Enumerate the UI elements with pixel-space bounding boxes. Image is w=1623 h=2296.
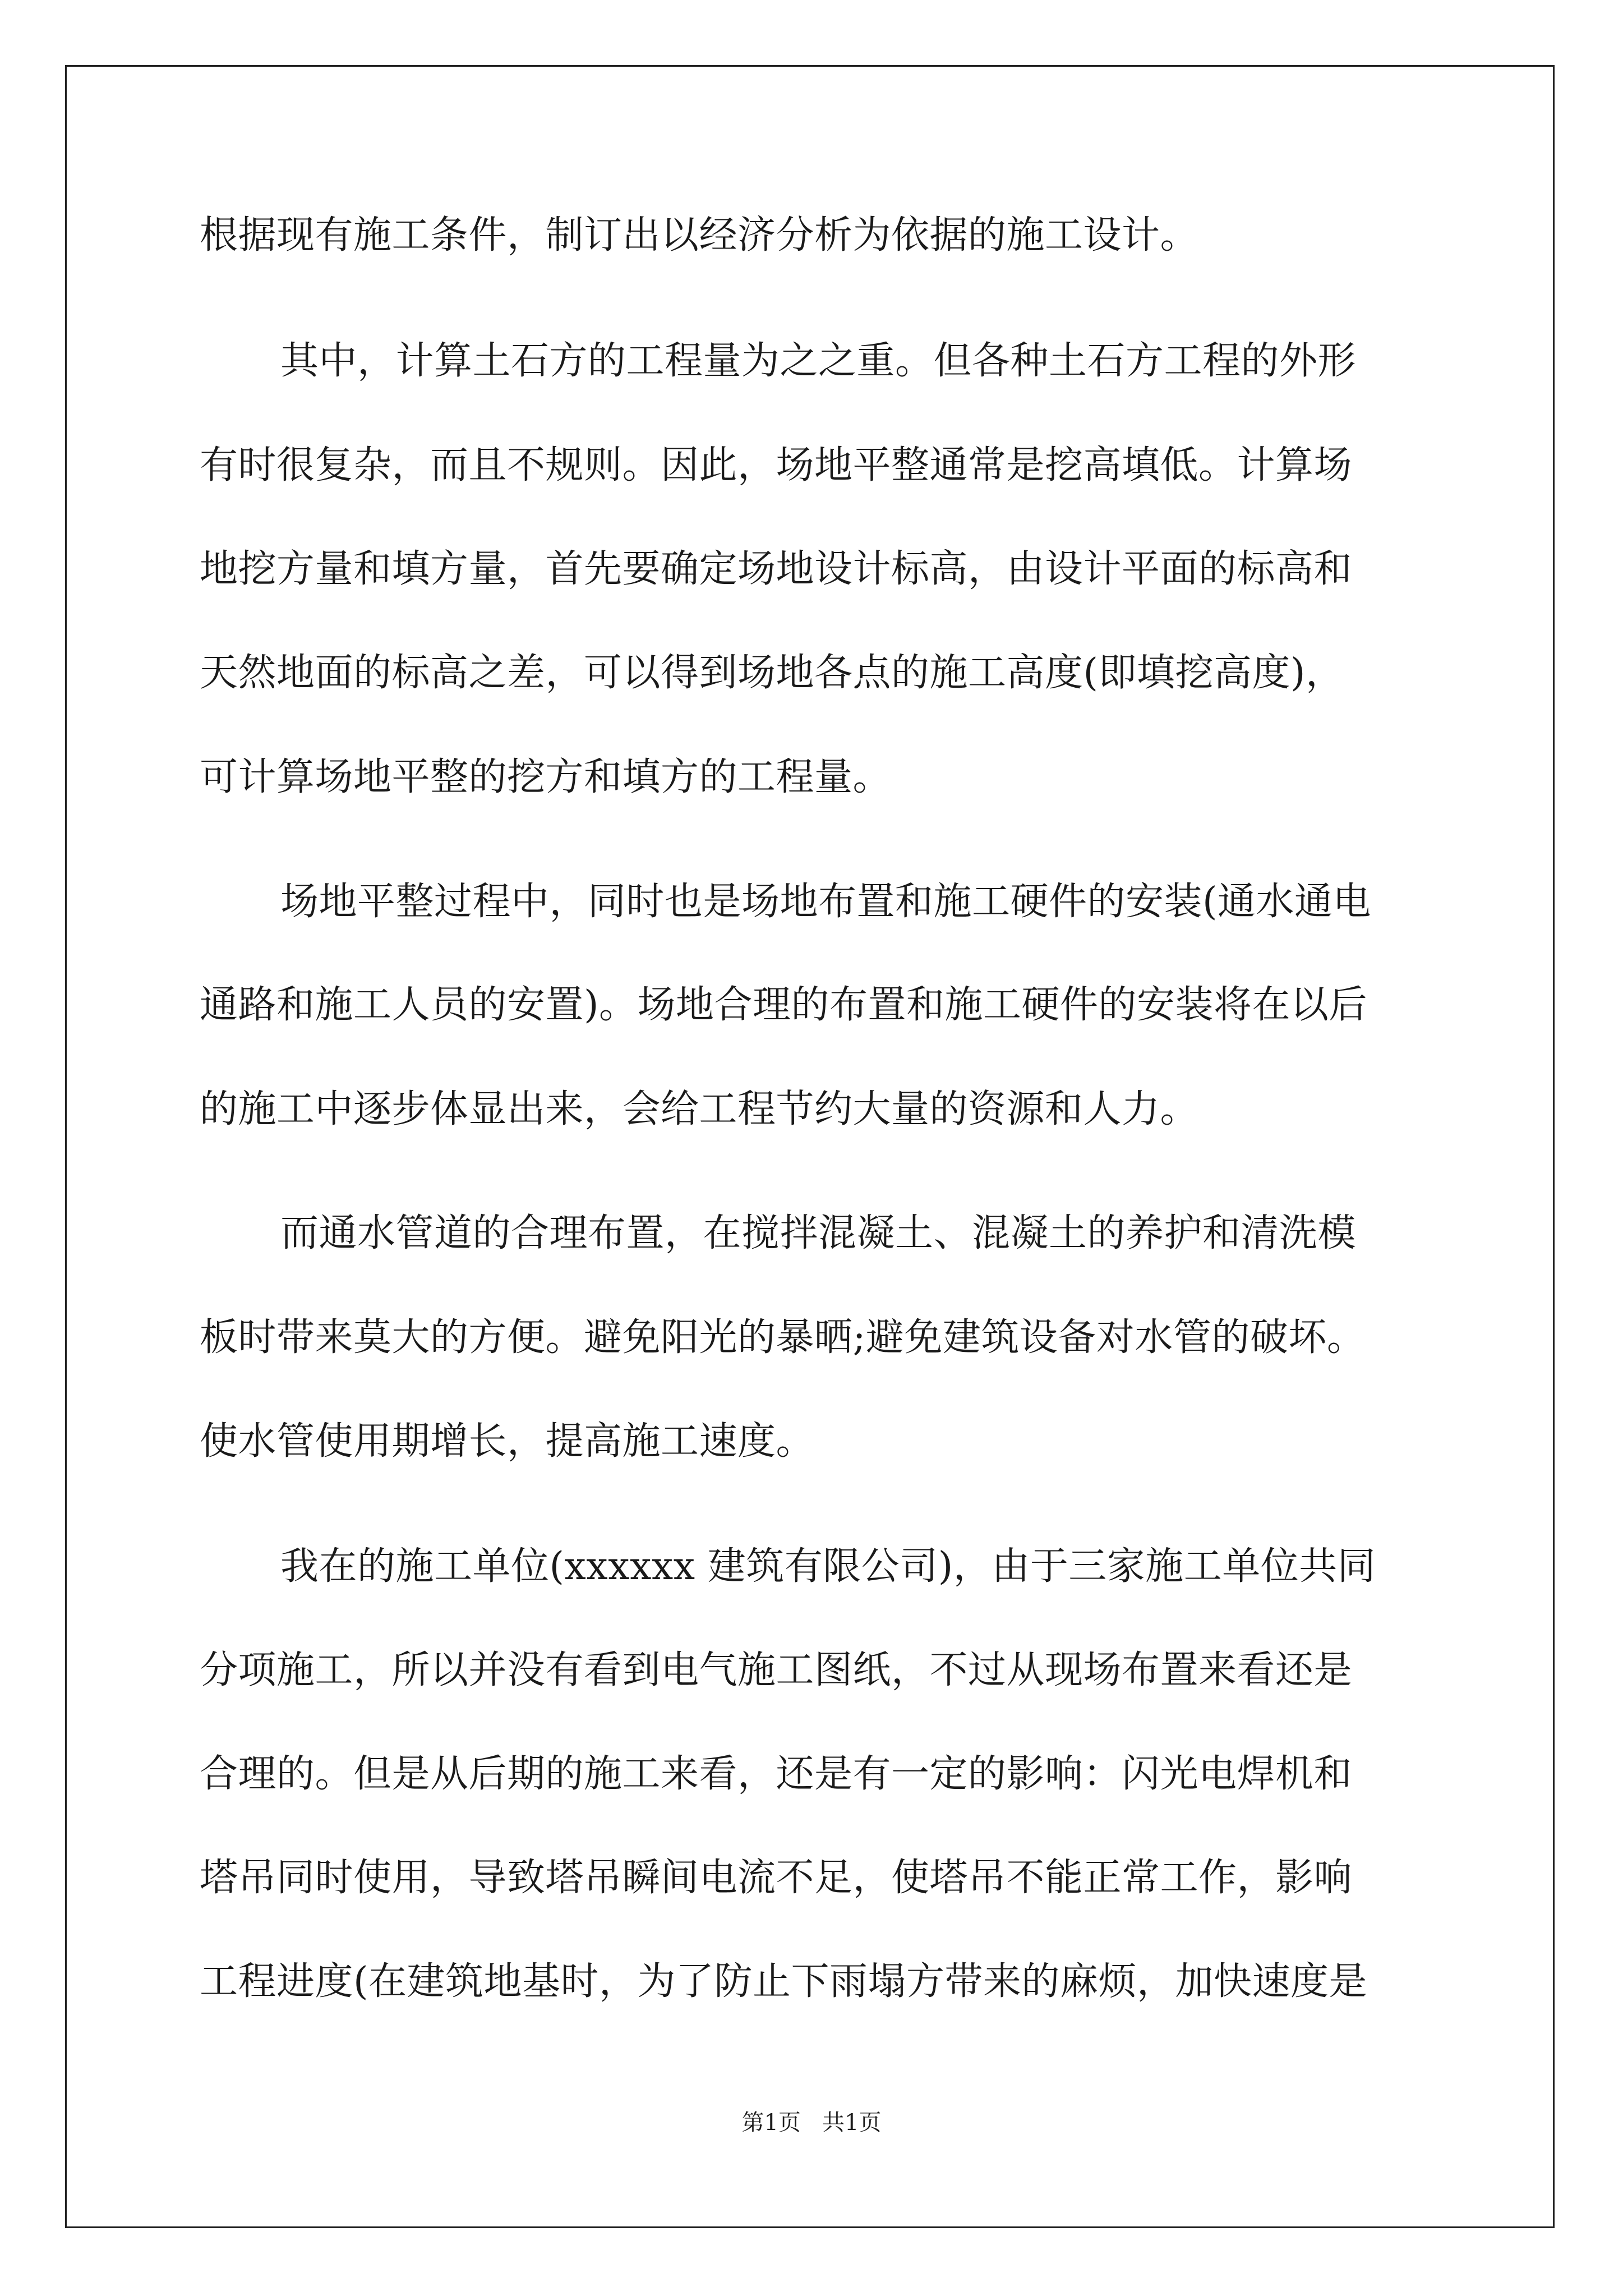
paragraph-line: 有时很复杂，而且不规则。因此，场地平整通常是挖高填低。计算场 bbox=[200, 443, 1353, 487]
paragraph-line: 使水管使用期增长，提高施工速度。 bbox=[200, 1419, 815, 1464]
paragraph-line: 通路和施工人员的安置)。场地合理的布置和施工硬件的安装将在以后 bbox=[200, 983, 1368, 1027]
paragraph-line: 地挖方量和填方量，首先要确定场地设计标高，由设计平面的标高和 bbox=[200, 547, 1353, 591]
page-footer: 第1页 共1页 bbox=[741, 2110, 882, 2136]
page-border bbox=[65, 65, 1555, 2228]
paragraph-line: 其中，计算土石方的工程量为之之重。但各种土石方工程的外形 bbox=[280, 339, 1357, 383]
paragraph-line: 塔吊同时使用，导致塔吊瞬间电流不足，使塔吊不能正常工作，影响 bbox=[200, 1856, 1353, 1900]
paragraph-line: 工程进度(在建筑地基时，为了防止下雨塌方带来的麻烦，加快速度是 bbox=[200, 1959, 1368, 2004]
paragraph-line: 分项施工，所以并没有看到电气施工图纸，不过从现场布置来看还是 bbox=[200, 1648, 1353, 1692]
paragraph-line: 我在的施工单位(xxxxxx 建筑有限公司)，由于三家施工单位共同 bbox=[280, 1544, 1376, 1589]
paragraph-line: 天然地面的标高之差，可以得到场地各点的施工高度(即填挖高度)， bbox=[200, 651, 1344, 695]
paragraph-line: 而通水管道的合理布置，在搅拌混凝土、混凝土的养护和清洗模 bbox=[280, 1211, 1357, 1255]
paragraph-line: 可计算场地平整的挖方和填方的工程量。 bbox=[200, 755, 892, 799]
paragraph-line: 合理的。但是从后期的施工来看，还是有一定的影响：闪光电焊机和 bbox=[200, 1752, 1353, 1796]
paragraph-line: 场地平整过程中，同时也是场地布置和施工硬件的安装(通水通电 bbox=[280, 880, 1372, 924]
paragraph-line: 的施工中逐步体显出来，会给工程节约大量的资源和人力。 bbox=[200, 1087, 1199, 1131]
paragraph-line: 根据现有施工条件，制订出以经济分析为依据的施工设计。 bbox=[200, 213, 1199, 257]
paragraph-line: 板时带来莫大的方便。避免阳光的暴晒;避免建筑设备对水管的破坏。 bbox=[200, 1315, 1366, 1360]
